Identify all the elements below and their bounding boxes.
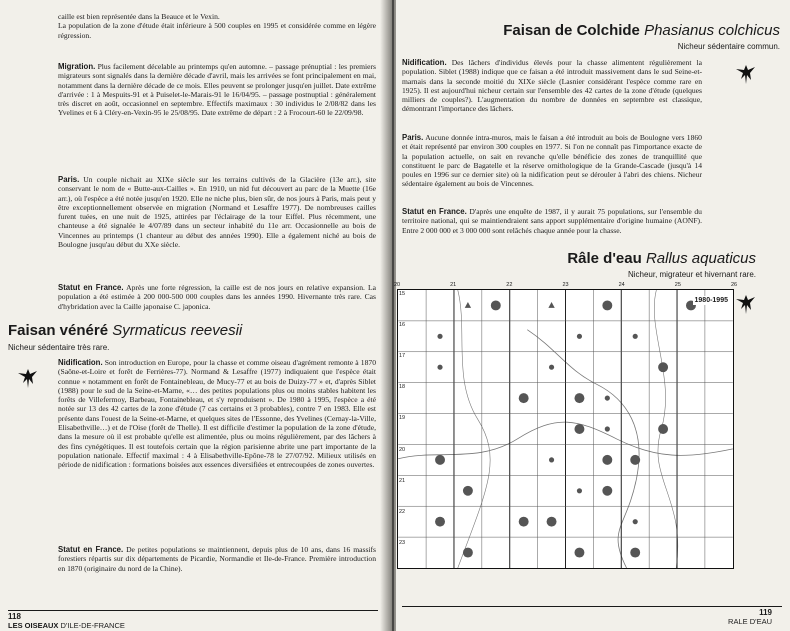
page-footer [728, 608, 772, 626]
section-text: De petites populations se maintiennent, depuis plus de 10 ans, dans 16 massifs forestiers répartis sur dix départements de Picardie, Normandie et Ile-de-France. Première introduction en 1870 (originaire du nord de la Chine). [58, 545, 377, 573]
page-footer [8, 612, 125, 630]
map-row-label: 19 [399, 415, 406, 422]
probable-breeding-marker [633, 334, 638, 339]
map-column-label: 22 [506, 282, 513, 288]
map-period-label: 1980-1995 [694, 297, 728, 304]
section-label: Migration. [58, 62, 96, 71]
species-latin-name: Syrmaticus reevesii [112, 322, 243, 339]
map-row-label: 18 [399, 384, 406, 391]
section-text: Plus facilement décelable au printemps qu'en automne. – passage prénuptial : les premiers migrateurs sont signalés dans la dernière décade d'avril, mais les arrivées se font principalement en mai, notamment dans la dernière décade de ce mois. Elles peuvent se prolonger jusqu'en juillet. Date extrême d'arrivée : 1 à Mespuits-91 et à Puiselet-le-Marais-91 le 16/04/95. – passage postnuptial : généralement très discret en août, occasionnel en septembre. Effectifs maximaux : 30 individus le 2/08/82 dans les Yvelines et 6 à Cléry-en-Vexin-95 le 25/08/95. Date extrême de départ : 2 à Frocourt-60 le 22/09/98. [58, 62, 376, 118]
bird-silhouette-icon [733, 290, 759, 316]
probable-breeding-marker [437, 365, 442, 370]
map-row-label: 20 [399, 446, 406, 453]
distribution-map [393, 282, 738, 569]
species-title: Râle d'eau Rallus aquaticus [567, 250, 756, 267]
confirmed-breeding-marker [435, 455, 445, 465]
statut-france-section [58, 283, 376, 311]
map-grid [397, 289, 734, 569]
paris-section [402, 133, 702, 189]
left-page [0, 0, 392, 631]
confirmed-breeding-marker [574, 424, 584, 434]
intro-text [58, 12, 376, 40]
confirmed-breeding-marker [435, 517, 445, 527]
confirmed-breeding-marker [574, 548, 584, 558]
paris-section [58, 175, 376, 249]
map-row-label: 17 [399, 353, 406, 360]
probable-breeding-marker [605, 396, 610, 401]
species-latin-name: Rallus aquaticus [645, 250, 756, 267]
species-status: Nicheur, migrateur et hivernant rare. [627, 270, 756, 279]
nidification-section [58, 358, 376, 470]
map-column-label: 24 [618, 282, 625, 288]
species-status: Nicheur sédentaire commun. [677, 42, 780, 51]
confirmed-breeding-marker [602, 486, 612, 496]
confirmed-breeding-marker [463, 548, 473, 558]
confirmed-breeding-marker [519, 517, 529, 527]
migration-section [58, 62, 376, 118]
confirmed-breeding-marker [602, 455, 612, 465]
confirmed-breeding-marker [547, 517, 557, 527]
map-row-label: 15 [399, 291, 406, 297]
probable-breeding-marker [549, 457, 554, 462]
section-label: Statut en France. [58, 545, 124, 554]
confirmed-breeding-marker [602, 300, 612, 310]
nidification-section [402, 58, 702, 114]
running-head-rest: D'ILE-DE-FRANCE [58, 621, 125, 630]
map-column-label: 23 [562, 282, 569, 288]
map-row-label: 16 [399, 322, 406, 329]
section-text: Un couple nichait au XIXe siècle sur les terrains cultivés de la Glacière (13e arr.), site conservant le nom de « Butte-aux-Cailles ». En 1910, un nid fut découvert au parc de la Muette (16e arr.), où l'espèce a été notée jusqu'en 1920. Elle ne niche plus, bien sûr, de nos jours à Paris, mais peut y être exceptionnellement observée en migration (Normand et Lesaffre 1977). De nombreuses cailles furent tuées, en une nuit de 1925, attirées par l'éclairage de la tour Eiffel. Plus récemment, une chanteuse a été signalée le 4/07/89 dans un secteur inhabité du 11e arr. Occasionnelle au bois de Vincennes au printemps (1 chanteur au début des années 1990). Elle a également niché au bois de Boulogne jusqu'au début du XXe siècle. [58, 175, 376, 250]
map-column-label: 25 [674, 282, 681, 288]
intro-line: La population de la zone d'étude était inférieure à 500 couples en 1995 et considérée comme en légère régression. [58, 21, 376, 40]
species-status: Nicheur sédentaire très rare. [8, 343, 110, 352]
section-text: D'après une enquête de 1987, il y aurait 75 populations, sur l'ensemble du territoire national, qui se maintiendraient sans apport supplémentaire d'origine humaine (AONF). Entre 2 000 000 et 3 000 000 sont relâchés chaque année pour la chasse. [402, 207, 702, 235]
section-text: Son introduction en Europe, pour la chasse et comme oiseau d'agrément remonte à 1870 (Saône-et-Loire et forêt de Ferrières-77). Normand & Lesaffre (1977) indiquaient que l'espèce était connue « notamment en forêt de Fontainebleau, de Mucy-77 et au bois de Duizy-77 » et, d'après Siblet (1988) pour le sud de la Seine-et-Marne, «… des petites populations plus ou moins stables habitent les forêts de Villefermoy, Barbeau, Fontainebleau, et s'y reproduisent ». De 1980 à 1995, l'espèce a été notée sur 13 des 42 cartes de la zone d'étude (7 cas certains et 3 probables), contre 7 en 1983. Elle est présente dans l'ouest de la Seine-et-Marne, et quelques sites de l'Essonne, des Yvelines (Cernay-la-Ville, Elisabethville…) et de l'Oise (forêt de Thelle). Il est difficile d'estimer la population de la zone d'étude, dans la mesure où il est probable qu'elle est alimentée, plus ou moins régulièrement, par des lâchers à des fins cynégétiques. Il est toutefois certain que la région parisienne abrite une part importante de la population nationale. Effectif maximal : 4 à Elisabethville-Epône-78 le 27/07/92. Milieux utilisés en période de nidification : formations boisées aux essences diversifiées et entrecoupées de zones ouvertes. [58, 358, 376, 470]
section-label: Paris. [402, 133, 424, 142]
species-latin-name: Phasianus colchicus [644, 22, 780, 39]
running-head: LES OISEAUX [8, 621, 59, 630]
section-label: Nidification. [58, 358, 103, 367]
confirmed-breeding-marker [658, 362, 668, 372]
probable-breeding-marker [577, 334, 582, 339]
map-row-label: 23 [399, 539, 406, 546]
bird-silhouette-icon [733, 60, 759, 86]
section-label: Nidification. [402, 58, 447, 67]
species-title: Faisan vénéré Syrmaticus reevesii [8, 322, 243, 339]
section-text: Après une forte régression, la caille est de nos jours en relative expansion. La population a été estimée à 200 000-500 000 couples dans les années 1990. Hivernante très rare. Cas d'hybridation avec la Caille japonaise C. japonica. [58, 283, 376, 311]
intro-line: caille est bien représentée dans la Beauce et le Vexin. [58, 12, 220, 21]
map-column-label: 21 [450, 282, 457, 288]
confirmed-breeding-marker [574, 393, 584, 403]
probable-breeding-marker [577, 488, 582, 493]
section-text: Aucune donnée intra-muros, mais le faisan a été introduit au bois de Boulogne vers 1860 et était représenté par environ 300 couples en 1977. Si l'on ne connaît pas l'importance exacte de la population actuelle, on sait en revanche qu'elle bénéficie des zones de tranquillité que constituent le parc de Bagatelle et la réserve ornithologique de la Grande-Cascade (jusqu'à 14 poules en 1996 sur ce dernier site) où la nidification peut se dérouler à l'abri des chiens. Nicheur sédentaire également au bois de Vincennes. [402, 133, 702, 189]
confirmed-breeding-marker [658, 424, 668, 434]
probable-breeding-marker [549, 365, 554, 370]
section-label: Statut en France. [402, 207, 467, 216]
page-number: 119 [759, 608, 772, 617]
statut-france-section [402, 207, 702, 235]
map-column-label: 20 [393, 282, 401, 288]
confirmed-breeding-marker [519, 393, 529, 403]
probable-breeding-marker [437, 334, 442, 339]
map-column-label: 26 [730, 282, 738, 288]
species-title: Faisan de Colchide Phasianus colchicus [503, 22, 780, 39]
footer-rule [8, 610, 378, 611]
footer-rule [402, 606, 782, 607]
confirmed-breeding-marker [463, 486, 473, 496]
confirmed-breeding-marker [491, 300, 501, 310]
probable-breeding-marker [633, 519, 638, 524]
probable-breeding-marker [605, 426, 610, 431]
map-row-label: 22 [399, 508, 406, 515]
section-label: Statut en France. [58, 283, 124, 292]
section-text: Des lâchers d'individus élevés pour la chasse alimentent régulièrement la population. Siblet (1988) indique que ce faisan a été introduit massivement dans le sud Seine-et-marnais dans la seconde moitié du XIXe siècle (Lasnier considérant l'espèce comme rare en 1925). Il est aujourd'hui nicheur certain sur l'ensemble des 42 cartes de la zone d'étude (quelques milliers de couples?). L'augmentation du nombre de données en septembre est classique, démontrant l'importance des lâchers. [402, 58, 702, 114]
statut-france-section-2 [58, 545, 376, 573]
confirmed-breeding-marker [630, 455, 640, 465]
bird-silhouette-icon [15, 364, 41, 390]
running-head: RALE D'EAU [728, 617, 772, 626]
section-label: Paris. [58, 175, 80, 184]
confirmed-breeding-marker [630, 548, 640, 558]
page-number: 118 [8, 612, 21, 621]
map-row-label: 21 [399, 477, 406, 484]
